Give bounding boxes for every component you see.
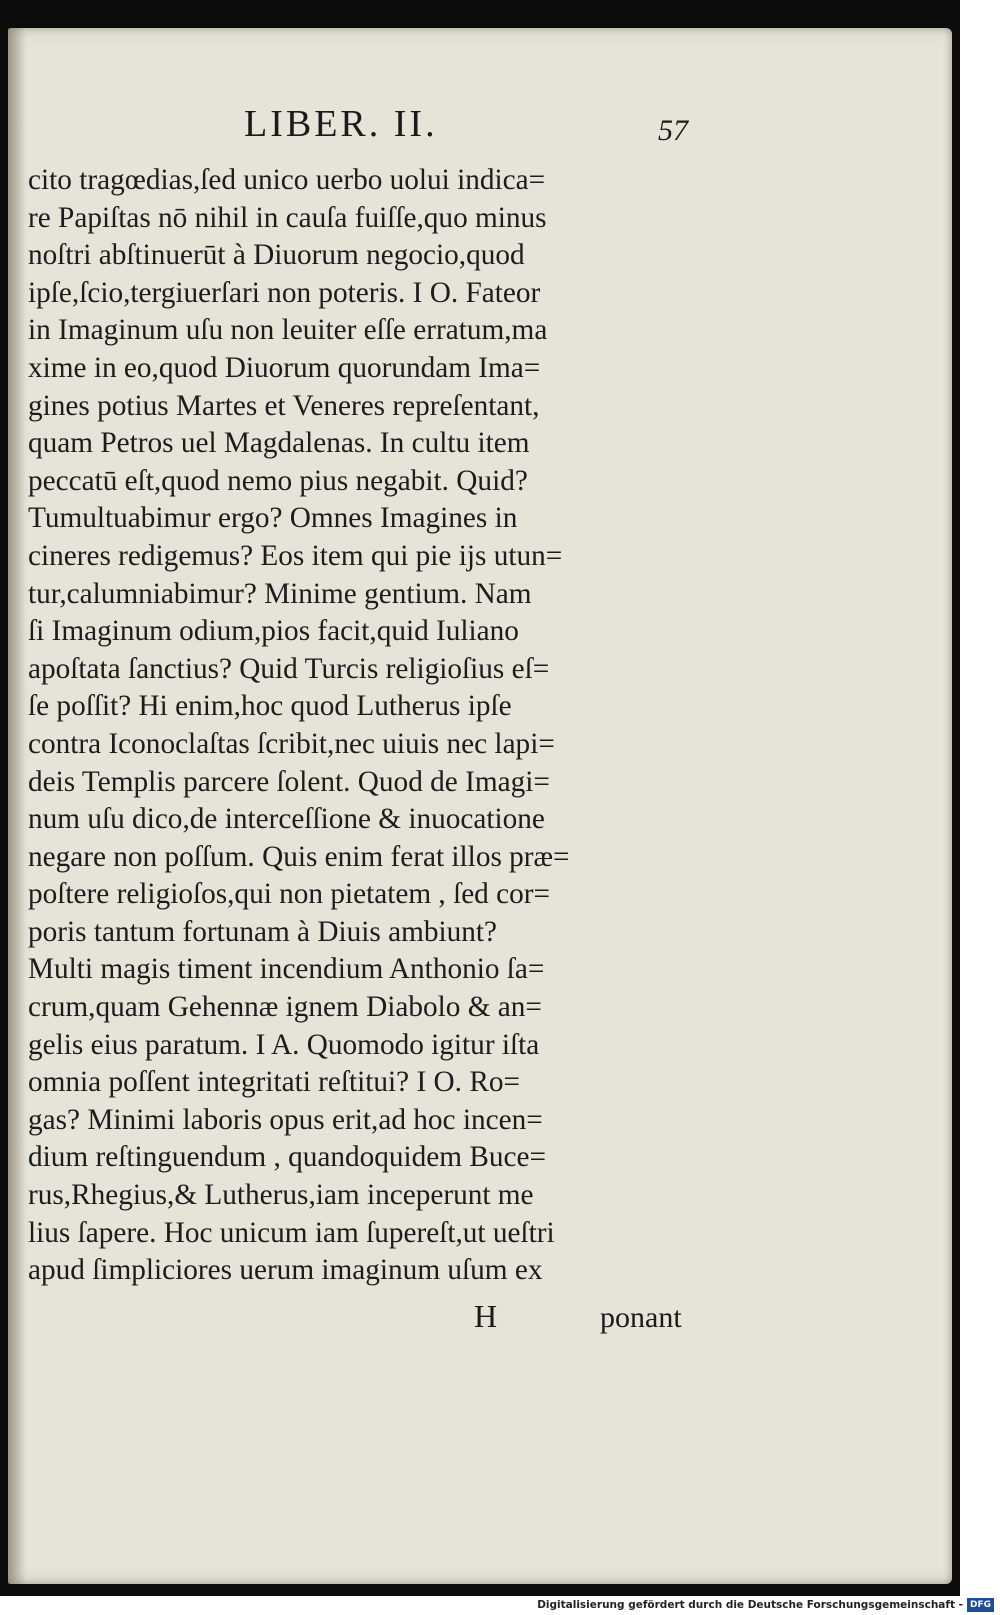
text-line: re Papiſtas nō nihil in cauſa fuiſſe,quo minus [28, 201, 547, 234]
dfg-logo: DFG [967, 1598, 994, 1612]
text-line: contra Iconoclaſtas ſcribit,nec uiuis nec lapi= [28, 727, 555, 760]
text-line: ſi Imaginum odium,pios facit,quid Iuliano [28, 615, 519, 648]
digitization-credit [537, 1597, 994, 1613]
text-line: cito tragœdias,ſed unico uerbo uolui indica= [28, 164, 546, 196]
page-number: 57 [658, 114, 688, 147]
text-line: num uſu dico,de interceſſione & inuocatione [28, 803, 545, 836]
text-line: in Imaginum uſu non leuiter eſſe erratum,ma [28, 314, 548, 347]
text-line: poris tantum fortunam à Diuis ambiunt? [28, 915, 497, 948]
text-line: omnia poſſent integritati reſtitui? I O. Ro= [28, 1066, 520, 1099]
text-line: Tumultuabimur ergo? Omnes Imagines in [28, 502, 518, 535]
running-head: LIBER. II. [244, 103, 438, 145]
text-line: gas? Minimi laboris opus erit,ad hoc incen= [28, 1103, 543, 1136]
text-line: cineres redigemus? Eos item qui pie ijs utun= [28, 539, 563, 572]
text-line: crum,quam Gehennæ ignem Diabolo & an= [28, 991, 542, 1024]
text-line: deis Templis parcere ſolent. Quod de Imagi= [28, 765, 550, 798]
text-line: negare non poſſum. Quis enim ferat illos præ= [28, 840, 570, 873]
text-line: ipſe,ſcio,tergiuerſari non poteris. I O. Fateor [28, 276, 541, 309]
text-line: poſtere religioſos,qui non pietatem , ſed cor= [28, 878, 551, 911]
book-page [8, 28, 952, 1584]
text-line: lius ſapere. Hoc unicum iam ſupereſt,ut ueſtri [28, 1216, 555, 1249]
text-line: xime in eo,quod Diuorum quorundam Ima= [28, 351, 541, 384]
text-line: gelis eius paratum. I A. Quomodo igitur iſta [28, 1028, 540, 1061]
text-line: gines potius Martes et Veneres repreſentant, [28, 389, 540, 422]
signature-mark: H [474, 1298, 498, 1334]
text-line: dium reſtinguendum , quandoquidem Buce= [28, 1141, 546, 1174]
text-line: apoſtata ſanctius? Quid Turcis religioſius eſ= [28, 652, 550, 685]
text-line: tur,calumniabimur? Minime gentium. Nam [28, 577, 532, 610]
catchword: ponant [600, 1301, 682, 1334]
text-line: ſe poſſit? Hi enim,hoc quod Lutherus ipſe [28, 690, 512, 723]
text-line: apud ſimpliciores uerum imaginum uſum ex [28, 1254, 543, 1287]
text-line: rus,Rhegius,& Lutherus,iam inceperunt me [28, 1179, 534, 1212]
text-line: peccatū eſt,quod nemo pius negabit. Quid? [28, 464, 528, 497]
body-text [28, 162, 728, 1290]
text-line: noſtri abſtinuerūt à Diuorum negocio,quod [28, 239, 525, 272]
credit-text: Digitalisierung gefördert durch die Deutsche Forschungsgemeinschaft - [537, 1599, 963, 1611]
text-line: Multi magis timent incendium Anthonio ſa= [28, 953, 545, 986]
text-line: quam Petros uel Magdalenas. In cultu item [28, 427, 530, 460]
